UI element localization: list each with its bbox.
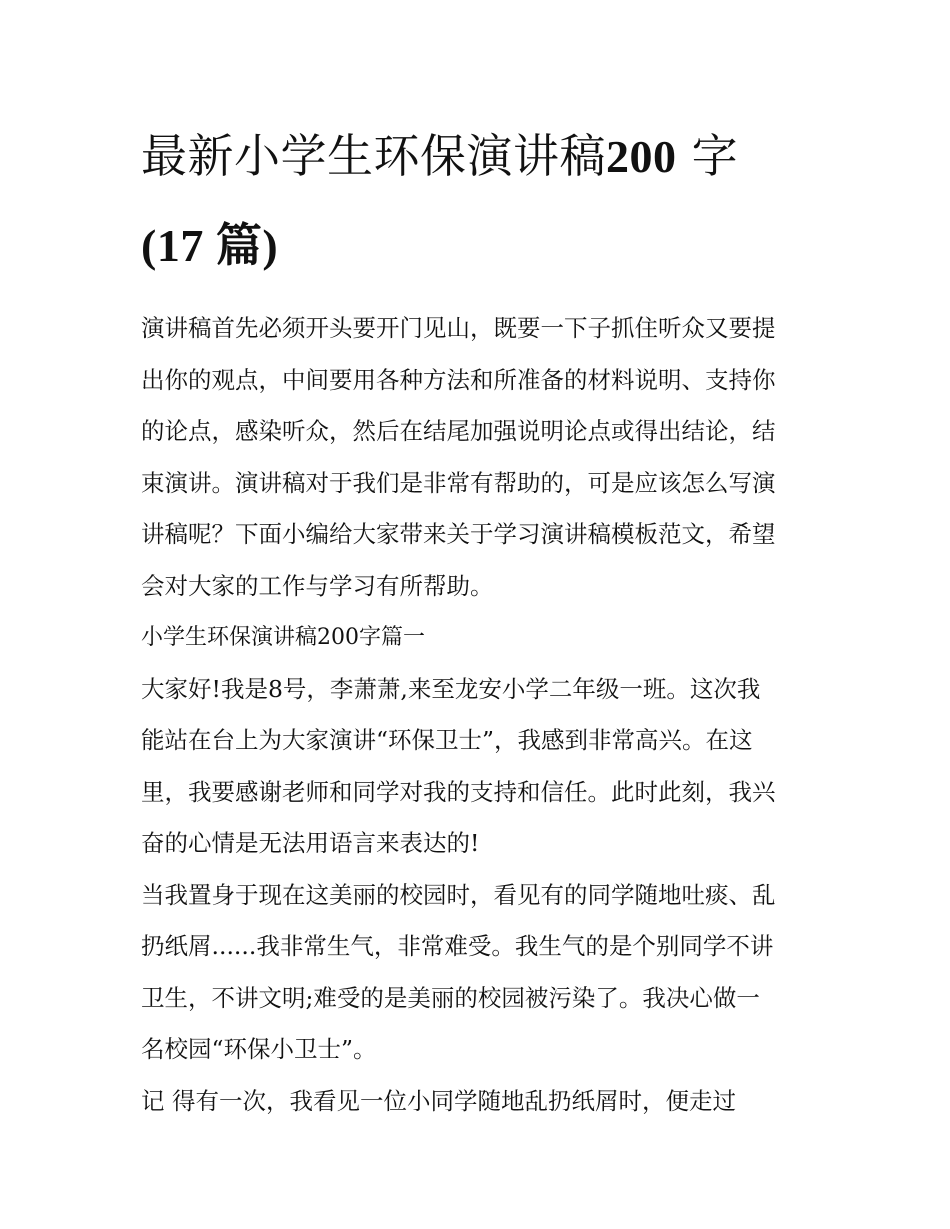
paragraph-line: 里，我要感谢老师和同学对我的支持和信任。此时此刻，我兴 [141,777,776,806]
title-unit: 字 [676,129,739,183]
section-heading: 小学生环保演讲稿200字篇一 [141,625,425,650]
paragraph-line: 扔纸屑......我非常生气，非常难受。我生气的是个别同学不讲 [141,932,774,960]
title-line-2 [141,201,813,290]
page-title [141,112,813,290]
paragraph-line: 当我置身于现在这美丽的校园时，看见有的同学随地吐痰、乱 [141,880,776,909]
paragraph-line: 名校园“环保小卫士”。 [141,1035,377,1063]
paragraph-3 [141,1076,813,1128]
paragraph-2 [141,870,813,1076]
paragraph-1 [141,664,813,870]
title-paren-open: ( [141,220,157,271]
title-line-1 [141,112,813,201]
title-text: 最新小学生环保演讲稿 [141,129,606,183]
intro-line: 束演讲。演讲稿对于我们是非常有帮助的，可是应该怎么写演 [141,468,776,497]
title-count: 17 [156,220,204,271]
intro-line: 出你的观点，中间要用各种方法和所准备的材料说明、支持你 [141,365,776,394]
paragraph-line: 奋的心情是无法用语言来表达的! [141,829,480,857]
paragraph-line: 大家好!我是8号，李萧萧,来至龙安小学二年级一班。这次我 [141,674,761,703]
document-content [141,112,813,1127]
intro-line: 会对大家的工作与学习有所帮助。 [141,571,494,600]
intro-paragraph [141,303,813,612]
intro-line: 演讲稿首先必须开头要开门见山，既要一下子抓住听众又要提 [141,314,776,342]
document-body [141,303,813,1127]
title-count-unit: 篇) [203,220,279,271]
paragraph-line: 卫生，不讲文明;难受的是美丽的校园被污染了。我决心做一 [141,983,760,1012]
intro-line: 讲稿呢？下面小编给大家带来关于学习演讲稿模板范文，希望 [141,520,776,548]
paragraph-line: 能站在台上为大家演讲“环保卫士”，我感到非常高兴。在这 [141,726,753,754]
paragraph-line: 记 得有一次，我看见一位小同学随地乱扔纸屑时，便走过 [141,1086,736,1115]
intro-line: 的论点，感染听众，然后在结尾加强说明论点或得出结论，结 [141,417,776,445]
title-number: 200 [606,131,677,182]
